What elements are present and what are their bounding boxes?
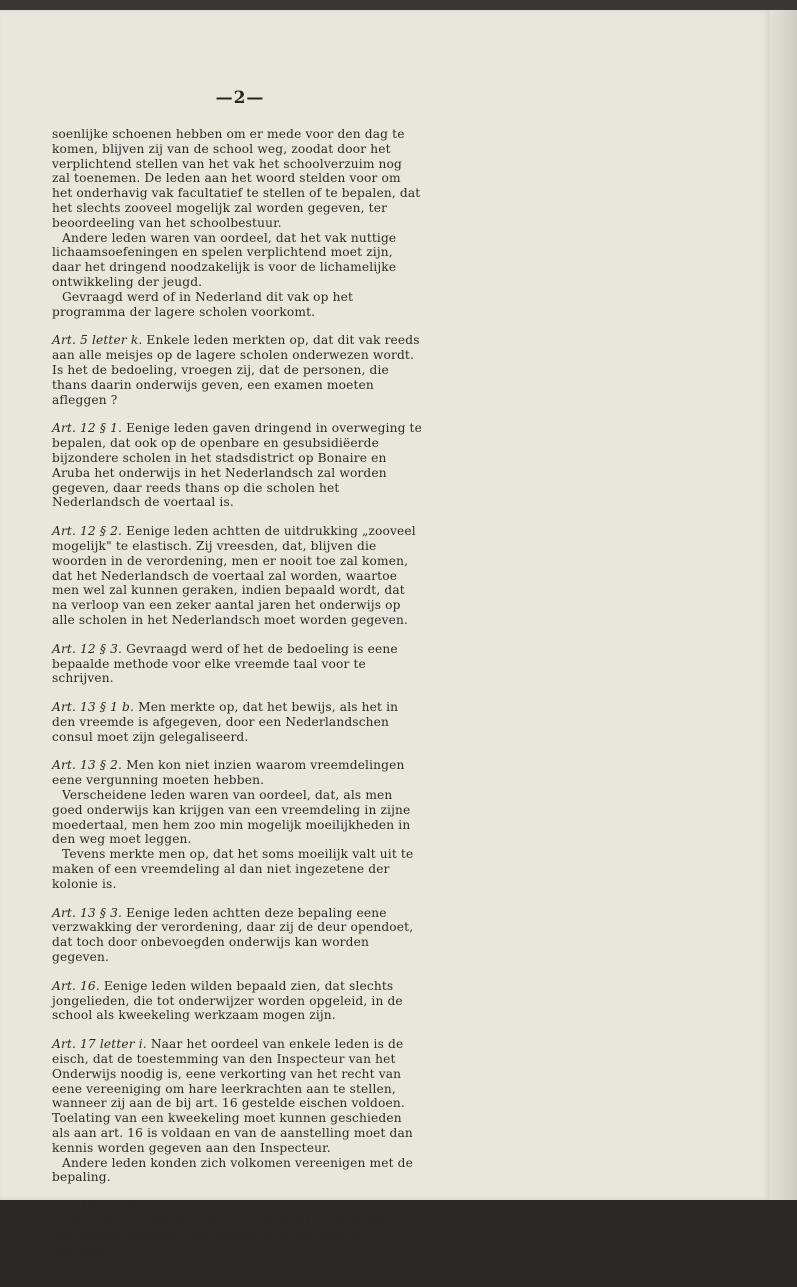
- article-paragraph: Art. 12 § 3. Gevraagd werd of het de bedoeling is eene bepaalde methode voor elke vreemde taal voor te schrijven.: [52, 641, 398, 686]
- paragraph: soenlijke schoenen hebben om er mede voor den dag te komen, blijven zij van de school weg, zoodat door het verplichtend stellen van het vak het schoolverzuim nog zal toenemen. De leden aan het woord stelden voor om het onderhavig vak facultatief te stellen of te bepalen, dat het slechts zooveel mogelijk zal worden gegeven, ter beoordeeling van het schoolbestuur.: [52, 127, 421, 230]
- scan-top-edge: [0, 0, 797, 10]
- paragraph: Tevens merkte men op, dat het soms moeilijk valt uit te maken of een vreemdeling al dan niet ingezetene der kolonie is.: [52, 847, 414, 891]
- article-paragraph: Art. 5 letter k. Enkele leden merkten op, dat dit vak reeds aan alle meisjes op de lagere scholen onderwezen wordt. Is het de bedoeling, vroegen zij, dat de personen, die thans daarin onderwijs geven, een examen moeten afleggen ?: [52, 333, 420, 407]
- article-reference: Art. 16.: [52, 978, 100, 993]
- article-paragraph: Art. 13 § 3. Eenige leden achtten deze bepaling eene verzwakking der verordening, daar zij de deur opendoet, dat toch door onbevoegden onderwijs kan worden gegeven.: [52, 905, 414, 965]
- article-reference: Art. 12 § 3.: [52, 641, 123, 656]
- article-reference: Art. 13 § 2.: [52, 758, 123, 773]
- article-paragraph: Art. 13 § 1 b. Men merkte op, dat het bewijs, als het in den vreemde is afgegeven, door een Nederlandschen consul moet zijn gelegaliseerd.: [52, 700, 399, 744]
- paragraph: Andere leden konden zich volkomen vereenigen met de bepaling.: [52, 1155, 413, 1185]
- paragraph: Gevraagd werd of in Nederland dit vak op het programma der lagere scholen voorkomt.: [52, 289, 354, 319]
- article-reference: Art. 12 § 1.: [52, 421, 123, 436]
- page-number: —2—: [215, 88, 265, 108]
- article-paragraph: Art. 16. Eenige leden wilden bepaald zien, dat slechts jongelieden, die tot onderwijzer worden opgeleid, in de school als kweekeling werkzaam mogen zijn.: [52, 978, 403, 1023]
- article-reference: Art. 12 § 2.: [52, 524, 123, 539]
- article-reference: Art. 13 § 3.: [52, 905, 123, 920]
- article-paragraph: Art. 12 § 2. Eenige leden achtten de uitdrukking „zooveel mogelijk" te elastisch. Zij vreesden, dat, blijven die woorden in de verordening, men er nooit toe zal komen, dat het Nederlandsch de voertaal zal worden, waartoe men wel zal kunnen geraken, indien bepaald wordt, dat na verloop van een zeker aantal jaren het onderwijs op alle scholen in het Nederlandsch moet worden gegeven.: [52, 524, 416, 627]
- paragraph: Andere leden waren van oordeel, dat het vak nuttige lichaamsoefeningen en spelen verplichtend moet zijn, daar het dringend noodzakelijk is voor de lichamelijke ontwikkeling der jeugd.: [52, 230, 397, 289]
- article-reference: Art. 13 § 1 b.: [52, 700, 135, 715]
- article-reference: Art. 22.: [52, 1272, 100, 1287]
- article-paragraph: Art. 18 § 1. Men wenschte de aandacht van het Bestuur er op te vestigen, dat deze alinea gewijzigd moet worden, nu het nieuwe Wetboek van Strafrecht in werking is getreden.: [52, 1199, 422, 1258]
- paragraph: Verscheidene leden waren van oordeel, dat, als men goed onderwijs kan krijgen van een vreemdeling in zijne moedertaal, men hem zoo min mogelijk moeilijkheden in den weg moet leggen.: [52, 788, 411, 847]
- page-bleed-through-edge: [770, 10, 797, 1200]
- article-reference: Art. 18 § 1.: [52, 1199, 123, 1214]
- body-text: [52, 127, 422, 1287]
- article-paragraph: Art. 17 letter i. Naar het oordeel van enkele leden is de eisch, dat de toestemming van den Inspecteur van het Onderwijs noodig is, eene verkorting van het recht van eene vereeniging om hare leerkrachten aan te stellen, wanneer zij aan de bij art. 16 gestelde eischen voldoen. Toelating van een kweekeling moet kunnen geschieden als aan art. 16 is voldaan en van de aanstelling moet dan kennis worden gegeven aan den Inspecteur.: [52, 1037, 413, 1155]
- article-paragraph: Art. 13 § 2. Men kon niet inzien waarom vreemdelingen eene vergunning moeten hebben.: [52, 758, 405, 788]
- article-reference: Art. 5 letter k.: [52, 333, 143, 348]
- article-paragraph: Art. 22. Gevraagd werd waaraan het toe te schrijven is,: [52, 1272, 405, 1287]
- article-paragraph: Art. 12 § 1. Eenige leden gaven dringend in overweging te bepalen, dat ook op de openbare en gesubsidiëerde bijzondere scholen in het stadsdistrict op Bonaire en Aruba het onderwijs in het Nederlandsch zal worden gegeven, daar reeds thans op die scholen het Nederlandsch de voertaal is.: [52, 421, 422, 510]
- article-reference: Art. 17 letter i.: [52, 1037, 147, 1052]
